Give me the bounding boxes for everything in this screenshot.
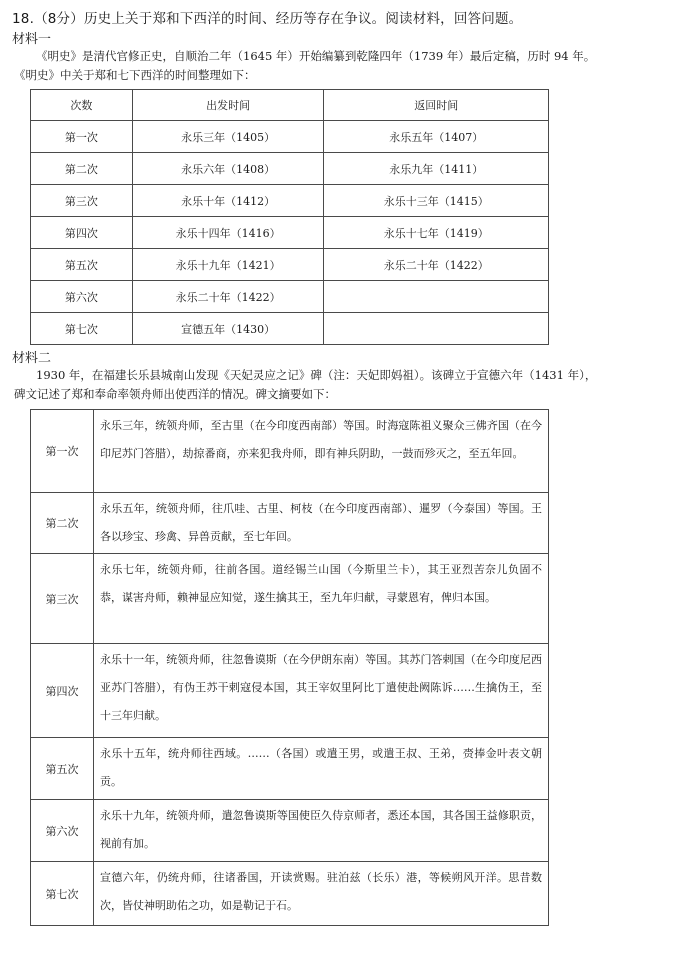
excerpt-count: 第六次 — [31, 800, 94, 862]
table-row — [31, 800, 549, 862]
row-departure: 永乐十四年（1416） — [132, 217, 324, 249]
excerpt-text: 永乐七年，统领舟师，往前各国。道经锡兰山国（今斯里兰卡），其王亚烈苦奈儿负固不恭，谋害舟师，赖神显应知觉，遂生擒其王，至九年归献，寻蒙恩宥，俾归本国。 — [94, 554, 549, 644]
material2-intro-line1: 1930 年，在福建长乐县城南山发现《天妃灵应之记》碑（注：天妃即妈祖）。该碑立于宣德六年（1431 年）， — [36, 368, 597, 382]
row-return: 永乐二十年（1422） — [324, 249, 549, 281]
header-return: 返回时间 — [324, 90, 549, 121]
row-count: 第七次 — [31, 313, 133, 345]
row-departure: 永乐二十年（1422） — [132, 281, 324, 313]
excerpt-count: 第四次 — [31, 644, 94, 738]
material2-label: 材料二 — [12, 351, 52, 366]
row-return — [324, 281, 549, 313]
row-departure: 永乐十年（1412） — [132, 185, 324, 217]
row-departure: 宣德五年（1430） — [132, 313, 324, 345]
table-row — [31, 153, 549, 185]
row-count: 第三次 — [31, 185, 133, 217]
table-row — [31, 644, 549, 738]
question-title: 18.（8分）历史上关于郑和下西洋的时间、经历等存在争议。阅读材料，回答问题。 — [12, 11, 523, 27]
material2-intro-line2: 碑文记述了郑和奉命率领舟师出使西洋的情况。碑文摘要如下： — [14, 387, 336, 401]
row-return — [324, 313, 549, 345]
material1-intro-line2: 《明史》中关于郑和七下西洋的时间整理如下： — [14, 68, 256, 82]
excerpt-text: 宣德六年，仍统舟师，往诸番国，开读赏赐。驻泊兹（长乐）港，等候朔风开洋。思昔数次，皆仗神明助佑之功，如是勒记于石。 — [94, 862, 549, 926]
excerpt-text: 永乐十一年，统领舟师，往忽鲁谟斯（在今伊朗东南）等国。其苏门答剌国（在今印度尼西亚苏门答腊），有伪王苏干剌寇侵本国，其王宰奴里阿比丁遣使赴阙陈诉……生擒伪王，至十三年归献。 — [94, 644, 549, 738]
voyage-dates-table — [30, 89, 549, 345]
row-count: 第五次 — [31, 249, 133, 281]
excerpt-count: 第五次 — [31, 738, 94, 800]
table-row — [31, 554, 549, 644]
excerpt-count: 第二次 — [31, 493, 94, 554]
row-count: 第四次 — [31, 217, 133, 249]
row-departure: 永乐六年（1408） — [132, 153, 324, 185]
table-row — [31, 862, 549, 926]
stele-excerpt-table — [30, 409, 549, 926]
row-departure: 永乐三年（1405） — [132, 121, 324, 153]
table-row — [31, 185, 549, 217]
table-row — [31, 217, 549, 249]
row-count: 第六次 — [31, 281, 133, 313]
table-row — [31, 281, 549, 313]
row-return: 永乐九年（1411） — [324, 153, 549, 185]
row-departure: 永乐十九年（1421） — [132, 249, 324, 281]
material1-intro-line1: 《明史》是清代官修正史，自顺治二年（1645 年）开始编纂到乾隆四年（1739 年）最后定稿，历时 94 年。 — [36, 49, 596, 63]
excerpt-count: 第七次 — [31, 862, 94, 926]
row-count: 第二次 — [31, 153, 133, 185]
header-count: 次数 — [31, 90, 133, 121]
row-return: 永乐五年（1407） — [324, 121, 549, 153]
excerpt-text: 永乐五年，统领舟师，往爪哇、古里、柯枝（在今印度西南部）、暹罗（今泰国）等国。王各以珍宝、珍禽、异兽贡献，至七年回。 — [94, 493, 549, 554]
excerpt-count: 第一次 — [31, 410, 94, 493]
table-row — [31, 493, 549, 554]
row-count: 第一次 — [31, 121, 133, 153]
header-departure: 出发时间 — [132, 90, 324, 121]
excerpt-text: 永乐三年，统领舟师，至古里（在今印度西南部）等国。时海寇陈祖义聚众三佛齐国（在今印尼苏门答腊），劫掠番商，亦来犯我舟师，即有神兵阴助，一鼓而殄灭之，至五年回。 — [94, 410, 549, 493]
row-return: 永乐十七年（1419） — [324, 217, 549, 249]
material1-label: 材料一 — [12, 32, 52, 47]
table-header-row — [31, 90, 549, 121]
excerpt-text: 永乐十五年，统舟师往西域。……（各国）或遣王男，或遣王叔、王弟，赍捧金叶表文朝贡。 — [94, 738, 549, 800]
table-row — [31, 410, 549, 493]
table-row — [31, 249, 549, 281]
table-row — [31, 313, 549, 345]
table-row — [31, 121, 549, 153]
excerpt-text: 永乐十九年，统领舟师，遣忽鲁谟斯等国使臣久侍京师者，悉还本国，其各国王益修职贡，视前有加。 — [94, 800, 549, 862]
row-return: 永乐十三年（1415） — [324, 185, 549, 217]
table-row — [31, 738, 549, 800]
excerpt-count: 第三次 — [31, 554, 94, 644]
